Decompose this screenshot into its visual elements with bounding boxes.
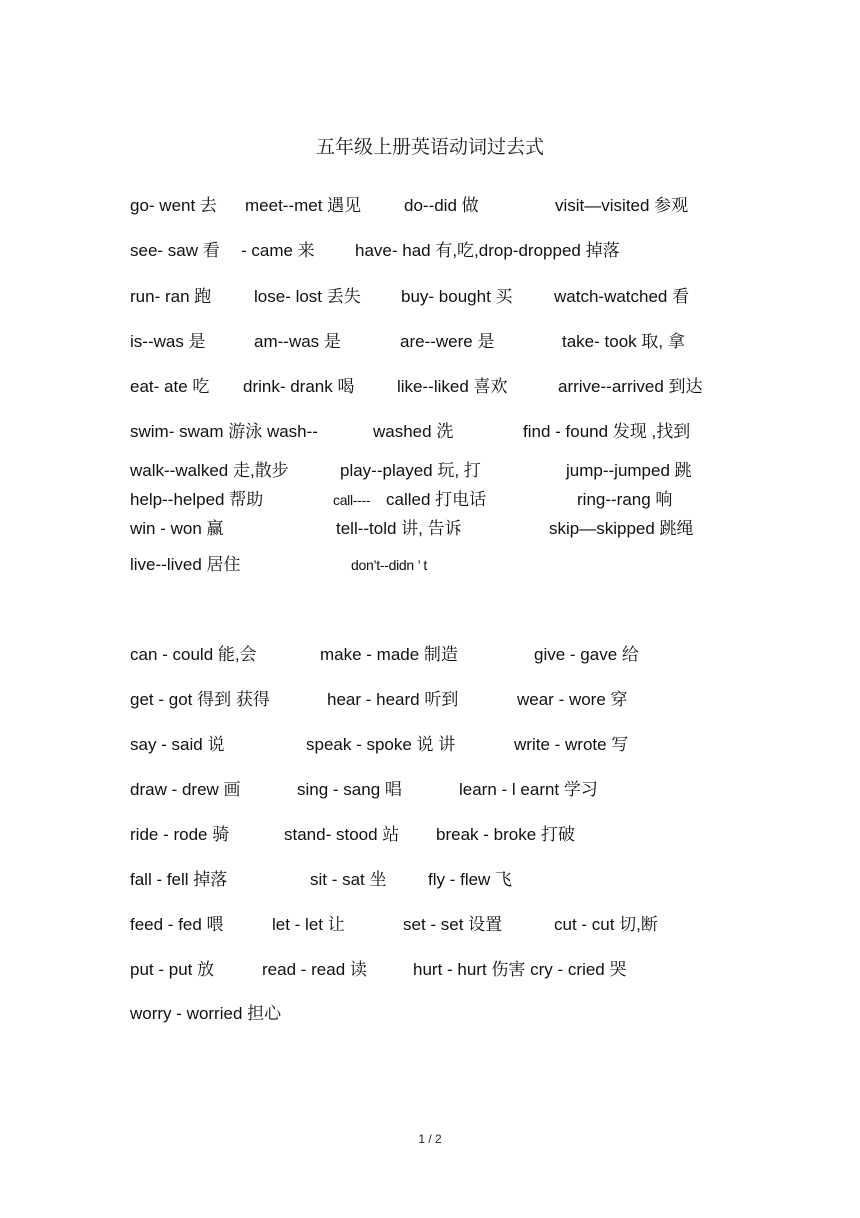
verb-pair: ride - rode 骑 (130, 825, 230, 844)
verb-row (0, 643, 860, 667)
verb-pair: see- saw 看 (130, 241, 220, 260)
verb-pair: don’t--didn ’ t (351, 557, 427, 573)
verb-row (0, 517, 860, 541)
verb-pair: get - got 得到 获得 (130, 690, 270, 709)
verb-pair: break - broke 打破 (436, 825, 575, 844)
verb-pair: write - wrote 写 (514, 735, 629, 754)
verb-pair: set - set 设置 (403, 915, 503, 934)
verb-pair: skip—skipped 跳绳 (549, 519, 694, 538)
verb-pair: give - gave 给 (534, 645, 639, 664)
verb-pair: worry - worried 担心 (130, 1004, 282, 1023)
verb-pair: run- ran 跑 (130, 287, 212, 306)
verb-pair: put - put 放 (130, 960, 215, 979)
verb-pair: stand- stood 站 (284, 825, 400, 844)
verb-pair: meet--met 遇见 (245, 196, 362, 215)
verb-row (0, 285, 860, 309)
verb-row (0, 733, 860, 757)
verb-pair: are--were 是 (400, 332, 495, 351)
verb-row (0, 868, 860, 892)
verb-pair: arrive--arrived 到达 (558, 377, 703, 396)
page-number: 1 / 2 (418, 1132, 442, 1146)
verb-row (0, 375, 860, 399)
verb-pair: make - made 制造 (320, 645, 458, 664)
verb-pair: let - let 让 (272, 915, 345, 934)
verb-pair: hurt - hurt 伤害 cry - cried 哭 (413, 960, 627, 979)
verb-pair: win - won 赢 (130, 519, 224, 538)
verb-pair: cut - cut 切,断 (554, 915, 658, 934)
verb-pair: is--was 是 (130, 332, 206, 351)
verb-pair: have- had 有,吃,drop-dropped 掉落 (355, 241, 620, 260)
verb-pair: call---- (333, 492, 371, 508)
verb-pair: read - read 读 (262, 960, 367, 979)
verb-pair: visit—visited 参观 (555, 196, 689, 215)
verb-pair: like--liked 喜欢 (397, 377, 508, 396)
verb-pair: speak - spoke 说 讲 (306, 735, 456, 754)
verb-pair: swim- swam 游泳 wash-- (130, 422, 318, 441)
page-title: 五年级上册英语动词过去式 (315, 136, 544, 158)
verb-row (0, 420, 860, 444)
verb-pair: lose- lost 丢失 (254, 287, 361, 306)
verb-pair: hear - heard 听到 (327, 690, 459, 709)
verb-pair: drink- drank 喝 (243, 377, 355, 396)
verb-pair: can - could 能,会 (130, 645, 257, 664)
verb-pair: say - said 说 (130, 735, 225, 754)
verb-pair: tell--told 讲, 告诉 (336, 519, 462, 538)
verb-pair: called 打电话 (386, 490, 487, 509)
verb-row (0, 1002, 860, 1026)
verb-pair: watch-watched 看 (554, 287, 690, 306)
verb-pair: sing - sang 唱 (297, 780, 402, 799)
verb-pair: find - found 发现 ,找到 (523, 422, 691, 441)
verb-pair: take- took 取, 拿 (562, 332, 685, 351)
verb-row (0, 488, 860, 512)
verb-pair: walk--walked 走,散步 (130, 461, 289, 480)
verb-pair: wear - wore 穿 (517, 690, 628, 709)
verb-pair: go- went 去 (130, 196, 217, 215)
verb-pair: am--was 是 (254, 332, 341, 351)
verb-pair: do--did 做 (404, 196, 479, 215)
verb-row (0, 553, 860, 577)
verb-row (0, 958, 860, 982)
verb-pair: ring--rang 响 (577, 490, 673, 509)
verb-row (0, 194, 860, 218)
verb-pair: - came 来 (241, 241, 315, 260)
verb-pair: fly - flew 飞 (428, 870, 513, 889)
verb-row (0, 823, 860, 847)
verb-row (0, 913, 860, 937)
verb-row (0, 239, 860, 263)
verb-row (0, 688, 860, 712)
verb-pair: play--played 玩, 打 (340, 461, 481, 480)
verb-pair: buy- bought 买 (401, 287, 513, 306)
verb-row (0, 330, 860, 354)
verb-pair: jump--jumped 跳 (566, 461, 692, 480)
verb-pair: washed 洗 (373, 422, 454, 441)
verb-pair: feed - fed 喂 (130, 915, 224, 934)
verb-pair: live--lived 居住 (130, 555, 241, 574)
verb-row (0, 778, 860, 802)
verb-pair: learn - l earnt 学习 (459, 780, 598, 799)
verb-pair: draw - drew 画 (130, 780, 241, 799)
verb-pair: sit - sat 坐 (310, 870, 387, 889)
verb-pair: help--helped 帮助 (130, 490, 264, 509)
verb-pair: fall - fell 掉落 (130, 870, 228, 889)
verb-pair: eat- ate 吃 (130, 377, 210, 396)
verb-row (0, 459, 860, 483)
